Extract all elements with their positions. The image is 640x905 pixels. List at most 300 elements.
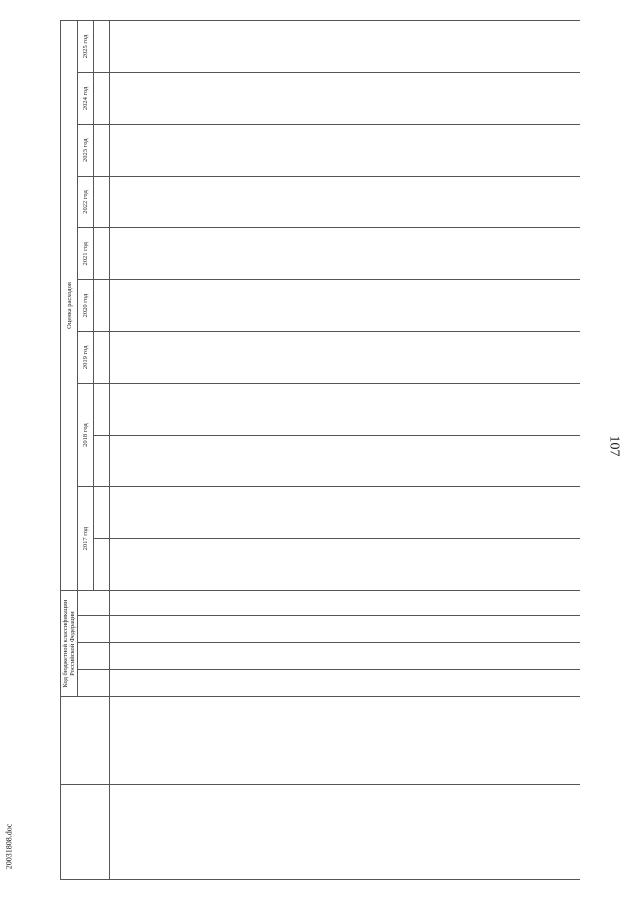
table-cell (233, 383, 262, 435)
table-cell (551, 784, 580, 879)
table-cell (319, 784, 348, 879)
table-cell (233, 435, 262, 487)
column-header-subcolumn (94, 487, 110, 539)
table-cell (262, 435, 291, 487)
table-cell (435, 670, 464, 697)
table-cell (493, 176, 522, 228)
table-cell (406, 642, 435, 669)
table-cell (319, 21, 348, 73)
table-cell (493, 615, 522, 642)
table-cell (522, 21, 551, 73)
table-cell (464, 383, 493, 435)
table-cell (493, 784, 522, 879)
table-cell (262, 21, 291, 73)
table-cell (406, 383, 435, 435)
table-cell (110, 21, 146, 73)
table-cell (406, 124, 435, 176)
table-row (204, 21, 233, 880)
table-cell (146, 784, 175, 879)
column-header-year: 2021 год (78, 228, 94, 280)
table-cell (464, 590, 493, 615)
table-cell (175, 280, 204, 332)
table-cell (377, 784, 406, 879)
table-cell (233, 72, 262, 124)
table-cell (175, 124, 204, 176)
table-cell (551, 21, 580, 73)
table-cell (406, 590, 435, 615)
table-cell (435, 383, 464, 435)
table-cell (319, 539, 348, 591)
table-cell (551, 331, 580, 383)
table-cell (146, 642, 175, 669)
table-cell (175, 670, 204, 697)
table-cell (377, 615, 406, 642)
table-cell (493, 72, 522, 124)
table-cell (435, 615, 464, 642)
table-cell (377, 539, 406, 591)
column-header-territory (61, 697, 110, 784)
table-body (110, 21, 580, 880)
table-cell (319, 697, 348, 784)
table-cell (204, 280, 233, 332)
table-cell (175, 487, 204, 539)
table-cell (291, 435, 320, 487)
table-cell (319, 331, 348, 383)
table-cell (435, 590, 464, 615)
table-cell (146, 176, 175, 228)
table-cell (464, 697, 493, 784)
table-cell (233, 539, 262, 591)
column-header-subcolumn (94, 124, 110, 176)
table-cell (233, 176, 262, 228)
table-cell (377, 124, 406, 176)
table-cell (406, 228, 435, 280)
table-cell (435, 228, 464, 280)
table-cell (493, 670, 522, 697)
table-cell (110, 784, 146, 879)
table-cell (110, 670, 146, 697)
table-row (522, 21, 551, 880)
table-cell (348, 124, 377, 176)
table-cell (435, 124, 464, 176)
table-cell (493, 487, 522, 539)
table-cell (146, 124, 175, 176)
table-cell (233, 228, 262, 280)
table-cell (377, 176, 406, 228)
column-header-subcolumn (94, 176, 110, 228)
table-cell (377, 642, 406, 669)
table-cell (110, 615, 146, 642)
table-cell (551, 697, 580, 784)
table-cell (291, 228, 320, 280)
table-cell (110, 176, 146, 228)
table-cell (435, 72, 464, 124)
table-cell (493, 228, 522, 280)
table-cell (551, 280, 580, 332)
table-cell (146, 435, 175, 487)
column-header-classification-code (78, 615, 110, 642)
table-cell (435, 176, 464, 228)
table-cell (551, 670, 580, 697)
table-cell (435, 697, 464, 784)
table-cell (110, 280, 146, 332)
column-header-year: 2019 год (78, 331, 94, 383)
table-cell (110, 435, 146, 487)
column-header-expenditure-estimate: Оценка расходов (61, 21, 78, 591)
column-header-classification-code (78, 590, 110, 615)
table-cell (406, 72, 435, 124)
table-cell (493, 21, 522, 73)
table-cell (146, 280, 175, 332)
column-header-year: 2023 год (78, 124, 94, 176)
column-header-subcolumn (94, 72, 110, 124)
table-cell (291, 670, 320, 697)
table-cell (348, 228, 377, 280)
table-cell (175, 176, 204, 228)
column-header-name (61, 784, 110, 879)
table-cell (262, 280, 291, 332)
table-cell (493, 383, 522, 435)
column-header-subcolumn (94, 21, 110, 73)
table-cell (204, 670, 233, 697)
table-cell (175, 21, 204, 73)
table-row (406, 21, 435, 880)
table-cell (291, 72, 320, 124)
table-cell (522, 176, 551, 228)
table-cell (464, 435, 493, 487)
table-cell (146, 670, 175, 697)
table-cell (464, 487, 493, 539)
table-cell (319, 280, 348, 332)
page-number: 107 (606, 435, 622, 457)
table-cell (146, 539, 175, 591)
table-cell (233, 784, 262, 879)
table-cell (406, 435, 435, 487)
column-header-classification-code (78, 670, 110, 697)
table-cell (377, 280, 406, 332)
table-cell (233, 615, 262, 642)
table-cell (262, 72, 291, 124)
table-cell (522, 280, 551, 332)
table-row (175, 21, 204, 880)
table-cell (464, 124, 493, 176)
table-cell (522, 487, 551, 539)
column-header-year: 2024 год (78, 72, 94, 124)
table-cell (464, 670, 493, 697)
table-cell (262, 590, 291, 615)
table-cell (348, 487, 377, 539)
table-cell (175, 383, 204, 435)
table-cell (262, 124, 291, 176)
table-cell (435, 784, 464, 879)
table-cell (464, 21, 493, 73)
table-cell (551, 539, 580, 591)
table-cell (262, 176, 291, 228)
table-cell (319, 124, 348, 176)
column-header-year: 2025 год (78, 21, 94, 73)
table-cell (291, 176, 320, 228)
table-cell (291, 539, 320, 591)
table-cell (464, 280, 493, 332)
table-cell (204, 228, 233, 280)
table-cell (291, 697, 320, 784)
table-cell (175, 331, 204, 383)
table-cell (551, 487, 580, 539)
table-cell (493, 435, 522, 487)
column-header-subcolumn (94, 383, 110, 435)
table-cell (464, 228, 493, 280)
table-cell (522, 539, 551, 591)
table-cell (233, 697, 262, 784)
table-cell (464, 615, 493, 642)
table-row (291, 21, 320, 880)
table-cell (348, 590, 377, 615)
table-cell (522, 383, 551, 435)
table-cell (435, 642, 464, 669)
table-cell (146, 21, 175, 73)
table-cell (522, 331, 551, 383)
table-cell (291, 784, 320, 879)
table-cell (522, 615, 551, 642)
table-cell (348, 615, 377, 642)
table-cell (551, 615, 580, 642)
table-cell (406, 176, 435, 228)
table-cell (291, 642, 320, 669)
column-header-year: 2020 год (78, 280, 94, 332)
table-cell (406, 487, 435, 539)
table-cell (377, 21, 406, 73)
table-cell (464, 642, 493, 669)
table-cell (435, 331, 464, 383)
table-cell (348, 642, 377, 669)
table-cell (348, 435, 377, 487)
table-cell (377, 590, 406, 615)
table-cell (146, 331, 175, 383)
table-cell (377, 435, 406, 487)
table-cell (146, 228, 175, 280)
table-cell (551, 124, 580, 176)
column-header-subcolumn (94, 331, 110, 383)
table-cell (262, 228, 291, 280)
table-cell (551, 642, 580, 669)
table-cell (551, 176, 580, 228)
table-cell (319, 615, 348, 642)
table-cell (493, 331, 522, 383)
table-cell (435, 280, 464, 332)
table-cell (146, 615, 175, 642)
table-cell (493, 590, 522, 615)
table-cell (319, 487, 348, 539)
table-cell (204, 539, 233, 591)
column-header-subcolumn (94, 539, 110, 591)
table-cell (233, 331, 262, 383)
rotated-table-container (60, 20, 580, 880)
table-cell (110, 487, 146, 539)
table-cell (110, 228, 146, 280)
table-cell (110, 642, 146, 669)
table-cell (522, 784, 551, 879)
table-cell (377, 697, 406, 784)
table-cell (319, 642, 348, 669)
table-cell (348, 670, 377, 697)
table-cell (522, 228, 551, 280)
table-cell (348, 176, 377, 228)
table-cell (175, 697, 204, 784)
table-cell (110, 383, 146, 435)
table-cell (348, 383, 377, 435)
table-cell (377, 383, 406, 435)
table-cell (493, 280, 522, 332)
table-cell (522, 124, 551, 176)
table-cell (406, 21, 435, 73)
table-cell (233, 642, 262, 669)
column-header-year: 2022 год (78, 176, 94, 228)
table-cell (146, 383, 175, 435)
table-cell (204, 642, 233, 669)
table-cell (291, 331, 320, 383)
table-cell (110, 124, 146, 176)
column-header-year: 2017 год (78, 487, 94, 591)
table-cell (406, 331, 435, 383)
document-file-name: 20031808.doc (4, 823, 14, 870)
table-cell (551, 383, 580, 435)
table-cell (262, 615, 291, 642)
table-cell (233, 124, 262, 176)
table-cell (291, 280, 320, 332)
table-cell (406, 670, 435, 697)
table-cell (493, 642, 522, 669)
table-cell (522, 72, 551, 124)
table-cell (204, 615, 233, 642)
table-row (110, 21, 146, 880)
table-cell (551, 228, 580, 280)
table-viewport (60, 20, 580, 880)
table-cell (233, 21, 262, 73)
table-cell (262, 697, 291, 784)
table-cell (146, 590, 175, 615)
table-cell (262, 487, 291, 539)
table-cell (464, 176, 493, 228)
table-row (377, 21, 406, 880)
table-cell (435, 435, 464, 487)
table-cell (319, 590, 348, 615)
table-row (262, 21, 291, 880)
table-cell (493, 124, 522, 176)
table-cell (348, 72, 377, 124)
table-cell (551, 72, 580, 124)
column-header-classification-code (78, 642, 110, 669)
table-cell (406, 784, 435, 879)
table-cell (406, 280, 435, 332)
column-header-subcolumn (94, 228, 110, 280)
table-cell (233, 280, 262, 332)
budget-table (60, 20, 580, 880)
column-header-budget-classification: Код бюджетной классификации Российской Федерации (61, 590, 78, 696)
table-row (464, 21, 493, 880)
table-cell (291, 590, 320, 615)
table-cell (175, 642, 204, 669)
table-cell (146, 487, 175, 539)
table-cell (204, 72, 233, 124)
table-cell (175, 72, 204, 124)
table-cell (204, 124, 233, 176)
table-cell (522, 670, 551, 697)
table-cell (348, 280, 377, 332)
table-cell (493, 539, 522, 591)
table-cell (204, 784, 233, 879)
table-cell (175, 228, 204, 280)
table-cell (348, 697, 377, 784)
table-cell (262, 331, 291, 383)
table-row (435, 21, 464, 880)
table-row (493, 21, 522, 880)
table-cell (464, 331, 493, 383)
table-cell (435, 487, 464, 539)
table-cell (262, 383, 291, 435)
table-cell (522, 697, 551, 784)
table-cell (493, 697, 522, 784)
table-cell (435, 21, 464, 73)
table-cell (377, 72, 406, 124)
table-cell (110, 697, 146, 784)
table-cell (146, 72, 175, 124)
table-cell (146, 697, 175, 784)
table-cell (204, 21, 233, 73)
table-cell (319, 176, 348, 228)
table-cell (175, 615, 204, 642)
table-cell (319, 228, 348, 280)
table-cell (435, 539, 464, 591)
column-header-subcolumn (94, 280, 110, 332)
table-cell (464, 784, 493, 879)
table-cell (262, 642, 291, 669)
table-cell (110, 72, 146, 124)
table-row (233, 21, 262, 880)
table-cell (175, 784, 204, 879)
table-cell (319, 72, 348, 124)
table-cell (522, 590, 551, 615)
table-cell (175, 539, 204, 591)
table-cell (233, 487, 262, 539)
table-cell (348, 539, 377, 591)
table-cell (233, 670, 262, 697)
table-cell (110, 539, 146, 591)
table-cell (291, 21, 320, 73)
table-cell (464, 72, 493, 124)
table-cell (262, 670, 291, 697)
table-cell (319, 670, 348, 697)
table-row (146, 21, 175, 880)
table-cell (262, 784, 291, 879)
table-cell (377, 331, 406, 383)
column-header-year: 2018 год (78, 383, 94, 487)
table-cell (464, 539, 493, 591)
table-cell (110, 590, 146, 615)
table-row (319, 21, 348, 880)
table-cell (319, 383, 348, 435)
table-row (348, 21, 377, 880)
table-cell (204, 590, 233, 615)
table-cell (233, 590, 262, 615)
table-cell (377, 487, 406, 539)
table-cell (291, 487, 320, 539)
table-cell (175, 435, 204, 487)
table-cell (406, 539, 435, 591)
table-row (551, 21, 580, 880)
table-cell (110, 331, 146, 383)
column-header-subcolumn (94, 435, 110, 487)
table-cell (204, 176, 233, 228)
